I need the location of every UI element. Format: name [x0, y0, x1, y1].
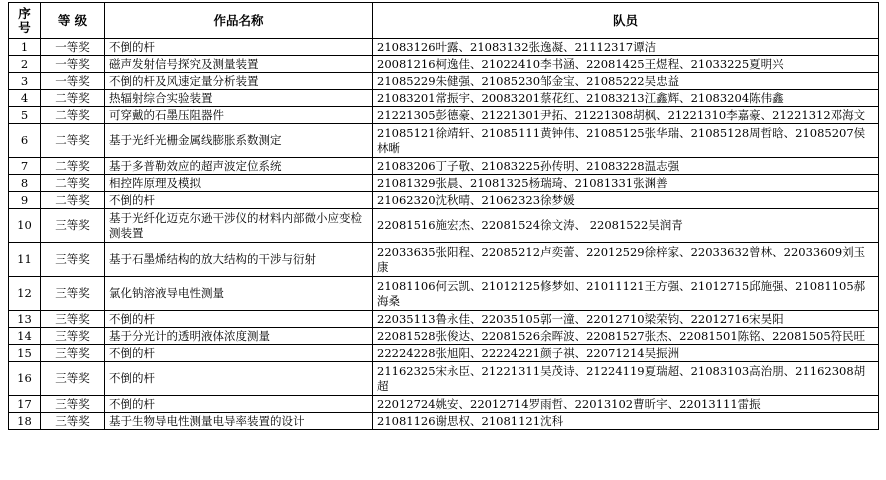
cell-level: 三等奖	[41, 413, 105, 430]
award-table	[8, 2, 879, 430]
cell-team: 21085121徐靖轩、21085111黄钟伟、21085125张华瑞、21085128周哲晗、21085207侯林晰	[373, 124, 879, 158]
cell-number: 13	[9, 311, 41, 328]
cell-work-name: 基于光纤光栅金属线膨胀系数测定	[105, 124, 373, 158]
cell-level: 一等奖	[41, 39, 105, 56]
cell-work-name: 基于分光计的透明液体浓度测量	[105, 328, 373, 345]
table-row	[9, 311, 879, 328]
table-row	[9, 209, 879, 243]
cell-team: 21162325宋永臣、21221311吴茂诗、21224119夏瑞超、21083103高治朋、21162308胡超	[373, 362, 879, 396]
cell-team: 21081329张晨、21081325杨瑞琦、21081331张渊善	[373, 175, 879, 192]
cell-level: 三等奖	[41, 362, 105, 396]
cell-level: 三等奖	[41, 328, 105, 345]
cell-number: 17	[9, 396, 41, 413]
cell-level: 一等奖	[41, 73, 105, 90]
cell-work-name: 可穿戴的石墨压阻器件	[105, 107, 373, 124]
cell-work-name: 不倒的杆	[105, 345, 373, 362]
table-row	[9, 243, 879, 277]
cell-work-name: 基于光纤化迈克尔逊干涉仪的材料内部微小应变检测装置	[105, 209, 373, 243]
cell-work-name: 基于多普勒效应的超声波定位系统	[105, 158, 373, 175]
header-number	[9, 3, 41, 39]
table-row	[9, 175, 879, 192]
table-row	[9, 328, 879, 345]
cell-team: 22081516施宏杰、22081524徐文涛、 22081522吴润青	[373, 209, 879, 243]
table-row	[9, 158, 879, 175]
cell-level: 三等奖	[41, 345, 105, 362]
cell-level: 三等奖	[41, 311, 105, 328]
cell-level: 三等奖	[41, 277, 105, 311]
table-row	[9, 413, 879, 430]
cell-number: 3	[9, 73, 41, 90]
table-row	[9, 107, 879, 124]
cell-team: 21221305彭德豪、21221301尹拓、21221308胡枫、21221310李嘉豪、21221312邓海文	[373, 107, 879, 124]
cell-number: 11	[9, 243, 41, 277]
cell-number: 10	[9, 209, 41, 243]
cell-work-name: 基于石墨烯结构的放大结构的干涉与衍射	[105, 243, 373, 277]
cell-team: 22012724姚安、22012714罗雨哲、22013102曹昕宇、22013111雷振	[373, 396, 879, 413]
cell-team: 22035113鲁永佳、22035105郭一潼、22012710梁荣钧、22012716宋昊阳	[373, 311, 879, 328]
header-team: 队员	[373, 3, 879, 39]
cell-team: 20081216柯逸佳、21022410李书涵、22081425王煜程、21033225夏明兴	[373, 56, 879, 73]
table-row	[9, 362, 879, 396]
cell-number: 16	[9, 362, 41, 396]
cell-number: 2	[9, 56, 41, 73]
cell-work-name: 相控阵原理及模拟	[105, 175, 373, 192]
cell-number: 15	[9, 345, 41, 362]
cell-number: 1	[9, 39, 41, 56]
cell-team: 21062320沈秋晴、21062323徐梦媛	[373, 192, 879, 209]
cell-work-name: 不倒的杆及风速定量分析装置	[105, 73, 373, 90]
table-row	[9, 90, 879, 107]
cell-work-name: 不倒的杆	[105, 192, 373, 209]
cell-team: 21081126谢思权、21081121沈科	[373, 413, 879, 430]
cell-level: 三等奖	[41, 243, 105, 277]
cell-number: 4	[9, 90, 41, 107]
cell-work-name: 基于生物导电性测量电导率装置的设计	[105, 413, 373, 430]
cell-number: 9	[9, 192, 41, 209]
table-row	[9, 345, 879, 362]
cell-number: 18	[9, 413, 41, 430]
cell-level: 三等奖	[41, 396, 105, 413]
cell-work-name: 不倒的杆	[105, 311, 373, 328]
table-row	[9, 73, 879, 90]
cell-level: 二等奖	[41, 90, 105, 107]
cell-work-name: 不倒的杆	[105, 362, 373, 396]
table-header-row	[9, 3, 879, 39]
cell-level: 二等奖	[41, 107, 105, 124]
cell-number: 6	[9, 124, 41, 158]
cell-work-name: 热辐射综合实验装置	[105, 90, 373, 107]
cell-level: 一等奖	[41, 56, 105, 73]
cell-work-name: 不倒的杆	[105, 39, 373, 56]
table-row	[9, 396, 879, 413]
table-row	[9, 124, 879, 158]
cell-work-name: 不倒的杆	[105, 396, 373, 413]
header-number-char-1: 序	[18, 5, 31, 21]
cell-team: 21083201常振宇、20083201蔡花红、21083213江鑫辉、21083204陈伟鑫	[373, 90, 879, 107]
cell-work-name: 磁声发射信号探究及测量装置	[105, 56, 373, 73]
cell-team: 22224228张旭阳、22224221颜子祺、22071214吴振洲	[373, 345, 879, 362]
cell-number: 8	[9, 175, 41, 192]
cell-level: 二等奖	[41, 192, 105, 209]
cell-number: 14	[9, 328, 41, 345]
header-level: 等 级	[41, 3, 105, 39]
table-row	[9, 192, 879, 209]
table-row	[9, 39, 879, 56]
cell-work-name: 氯化钠溶液导电性测量	[105, 277, 373, 311]
cell-team: 21085229朱健强、21085230邹金宝、21085222吴忠益	[373, 73, 879, 90]
cell-level: 二等奖	[41, 175, 105, 192]
table-row	[9, 56, 879, 73]
cell-number: 12	[9, 277, 41, 311]
cell-team: 21083126叶露、21083132张逸凝、21112317谭洁	[373, 39, 879, 56]
cell-level: 三等奖	[41, 209, 105, 243]
header-number-char-2: 号	[18, 19, 31, 35]
cell-level: 二等奖	[41, 158, 105, 175]
cell-team: 22033635张阳程、22085212卢奕蕾、22012529徐梓家、22033632曾林、22033609刘玉康	[373, 243, 879, 277]
header-work-name: 作品名称	[105, 3, 373, 39]
cell-team: 22081528张俊达、22081526余晖波、22081527张杰、22081501陈铭、22081505符民旺	[373, 328, 879, 345]
cell-number: 7	[9, 158, 41, 175]
table-row	[9, 277, 879, 311]
cell-level: 二等奖	[41, 124, 105, 158]
cell-team: 21083206丁子敬、21083225孙传明、21083228温志强	[373, 158, 879, 175]
cell-team: 21081106何云凯、21012125修梦如、21011121王方强、21012715邱施强、21081105郝海桑	[373, 277, 879, 311]
cell-number: 5	[9, 107, 41, 124]
